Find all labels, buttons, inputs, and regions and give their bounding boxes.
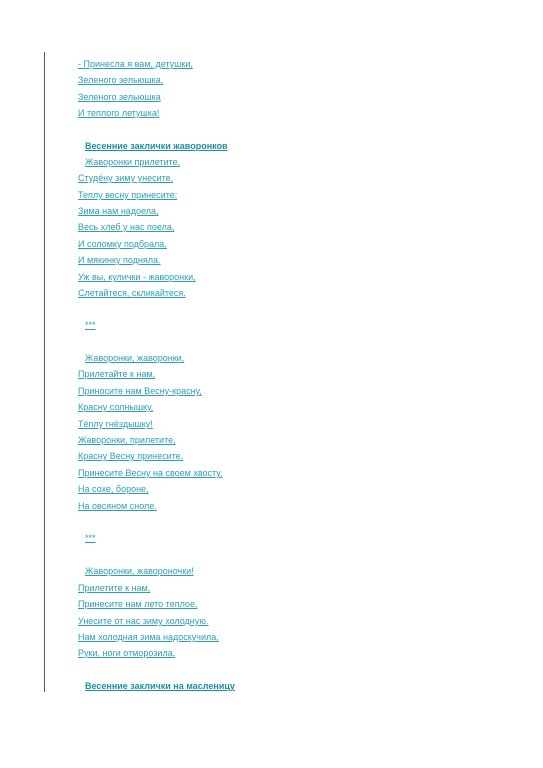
poem-line[interactable]: Красну солнышку, — [78, 402, 154, 412]
poem-line[interactable]: Принесите Весну на своем хвосту, — [78, 468, 223, 478]
poem-line[interactable]: Приносите нам Весну-красну, — [78, 386, 202, 396]
poem-line[interactable]: Жаворонки, жаворонки, — [85, 353, 185, 363]
poem-line[interactable]: Жаворонки прилетите, — [85, 157, 181, 167]
poem-line[interactable]: Теплу весну принесите: — [78, 190, 178, 200]
section-heading[interactable]: Весенние заклички жаворонков — [85, 141, 228, 151]
section-separator[interactable]: *** — [85, 533, 96, 543]
poem-line[interactable]: Унесите от нас зиму холодную. — [78, 616, 209, 626]
poem-line[interactable]: - Принесла я вам, детушки, — [78, 59, 193, 69]
poem-line[interactable]: Нам холодная зима надоскучила, — [78, 632, 219, 642]
poem-line[interactable]: Прилетайте к нам, — [78, 369, 156, 379]
poem-line[interactable]: На овсяном сноле. — [78, 501, 157, 511]
poem-line[interactable]: Уж вы, кулички - жаворонки, — [78, 272, 196, 282]
poem-line[interactable]: Красну Весну принесите, — [78, 451, 184, 461]
poem-line[interactable]: Руки, ноги отморозила. — [78, 648, 176, 658]
poem-line[interactable]: Тёплу гнёздышку! — [78, 419, 153, 429]
section-separator[interactable]: *** — [85, 320, 96, 330]
poem-line[interactable]: И мякинку подняла. — [78, 255, 161, 265]
poem-line[interactable]: Жаворонки, прилетите, — [78, 435, 176, 445]
poem-line[interactable]: Жаворонки, жавороночки! — [85, 566, 194, 576]
poem-line[interactable]: Зеленого зельюшка — [78, 92, 161, 102]
poem-line[interactable]: Весь хлеб у нас поела, — [78, 222, 175, 232]
left-margin-rule — [44, 52, 45, 692]
poem-line[interactable]: Прилетите к нам, — [78, 583, 151, 593]
poem-line[interactable]: На сохе, бороне, — [78, 484, 149, 494]
section-heading[interactable]: Весенние заклички на масленицу — [85, 681, 235, 691]
poem-line[interactable]: Слетайтеся, скликайтеся. — [78, 288, 186, 298]
poem-line[interactable]: Принесите нам лето теплое, — [78, 599, 198, 609]
poem-line[interactable]: Студёну зиму унесите, — [78, 173, 174, 183]
poem-line[interactable]: И соломку подбрала, — [78, 239, 167, 249]
poem-line[interactable]: Зеленого зельюшка, — [78, 75, 164, 85]
poem-line[interactable]: И теплого летушка! — [78, 108, 160, 118]
poem-line[interactable]: Зима нам надоела, — [78, 206, 159, 216]
